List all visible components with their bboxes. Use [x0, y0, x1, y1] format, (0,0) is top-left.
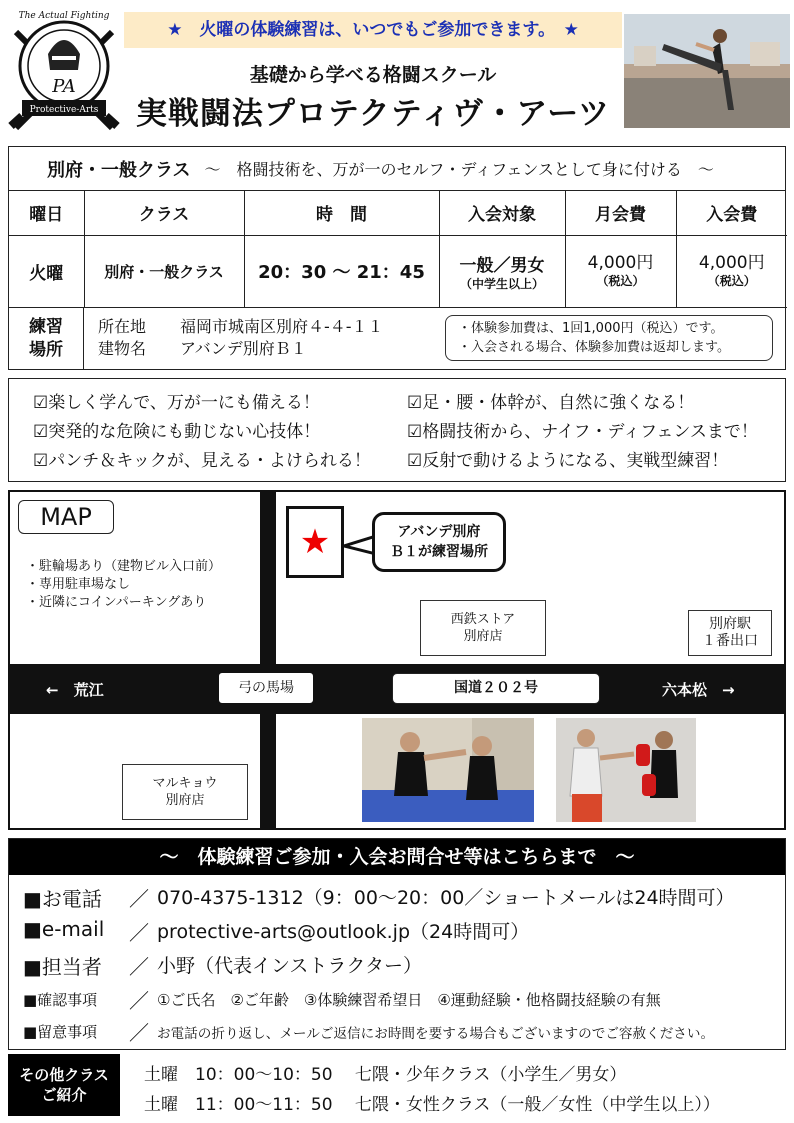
contact-key: ■お電話 — [23, 887, 102, 911]
class-tagline: ～ 格闘技術を、万が一のセルフ・ディフェンスとして身に付ける ～ — [204, 160, 714, 179]
notes-value: お電話の折り返し、メールご返信にお時間を要する場合もございますのでご容赦ください。 — [157, 1026, 715, 1042]
place-label: 練習 場所 — [9, 308, 84, 370]
feature-item: ☑パンチ＆キックが、見える・よけられる！ — [33, 451, 371, 471]
promo-banner: ★ 火曜の体験練習は、いつでもご参加できます。 ★ — [124, 12, 622, 48]
other-classes-label: その他クラス ご紹介 — [8, 1054, 120, 1116]
class-header — [9, 147, 785, 191]
page-title: 実戦闘法プロテクティヴ・アーツ — [135, 96, 611, 132]
email-value[interactable]: protective-arts@outlook.jp（24時間可） — [157, 921, 530, 943]
features-right — [407, 389, 758, 476]
time-cell: 20：30 ～ 21：45 — [244, 235, 439, 307]
road-vertical — [260, 492, 276, 830]
col-header: 入会費 — [676, 191, 787, 235]
route-label: 国道２０２号 — [392, 673, 600, 704]
day-cell: 火曜 — [9, 235, 84, 307]
stop-label: 弓の馬場 — [216, 670, 316, 706]
features-section — [8, 378, 786, 482]
address: 福岡市城南区別府４-４-１１ — [180, 316, 384, 336]
map-section — [8, 490, 786, 830]
contact-key: ■確認事項 — [23, 991, 98, 1009]
subtitle: 基礎から学べる格闘スクール — [249, 64, 497, 86]
header — [0, 0, 794, 140]
feature-item: ☑足・腰・体幹が、自然に強くなる！ — [407, 393, 695, 413]
kick-photo — [624, 14, 790, 128]
address-key: 所在地 — [98, 316, 147, 336]
other-class-line: 土曜 11：00～11：50 七隈・女性クラス（一般／女性（中学生以上）） — [144, 1095, 720, 1115]
map-label: MAP — [18, 500, 114, 534]
contact-sep: ／ — [129, 921, 149, 945]
phone-value[interactable]: 070-4375-1312（9：00～20：00／ショートメールは24時間可） — [157, 887, 735, 909]
col-header: 月会費 — [565, 191, 676, 235]
direction-right: 六本松 → — [662, 681, 735, 699]
direction-left: ← 荒江 — [46, 681, 104, 699]
schedule-table — [9, 191, 787, 308]
svg-text:Protective-Arts: Protective-Arts — [29, 105, 99, 115]
entry-fee-cell — [676, 235, 787, 307]
schedule-section — [8, 146, 786, 370]
table-row — [9, 235, 787, 307]
contact-section — [8, 838, 786, 1050]
target-cell — [439, 235, 565, 307]
feature-item: ☑反射で動けるようになる、実戦型練習！ — [407, 451, 729, 471]
contact-sep: ／ — [129, 1021, 149, 1045]
store-marukyo: マルキョウ 別府店 — [122, 764, 248, 820]
training-photo-1 — [362, 718, 534, 822]
contact-phone — [23, 883, 102, 912]
table-header-row — [9, 191, 787, 235]
location-callout: アバンデ別府 Ｂ１が練習場所 — [372, 512, 506, 572]
class-name: 別府・一般クラス — [47, 159, 191, 181]
contact-sep: ／ — [129, 989, 149, 1013]
school-logo — [8, 8, 120, 132]
person-value: 小野（代表インストラクター） — [157, 955, 423, 977]
contact-notes — [23, 1021, 97, 1042]
entry-fee: 4,000円 — [698, 253, 765, 273]
contact-sep: ／ — [129, 955, 149, 979]
training-photo-2 — [556, 718, 696, 822]
contact-key: ■担当者 — [23, 955, 102, 979]
class-cell: 別府・一般クラス — [84, 235, 244, 307]
store-nishitetsu: 西鉄ストア 別府店 — [420, 600, 546, 656]
col-header: クラス — [84, 191, 244, 235]
confirm-value: ①ご氏名 ②ご年齢 ③体験練習希望日 ④運動経験・他格闘技経験の有無 — [157, 991, 661, 1009]
contact-confirm — [23, 989, 97, 1010]
other-class-line: 土曜 10：00～10：50 七隈・少年クラス（小学生／男女） — [144, 1065, 627, 1085]
contact-sep: ／ — [129, 887, 149, 911]
svg-text:PA: PA — [52, 76, 76, 97]
feature-item: ☑突発的な危険にも動じない心技体！ — [33, 422, 321, 442]
contact-key: ■e-mail — [23, 917, 105, 941]
monthly-fee-note: （税込） — [596, 274, 645, 288]
col-header: 曜日 — [9, 191, 84, 235]
features-left — [33, 389, 371, 476]
col-header: 入会対象 — [439, 191, 565, 235]
target-note: （中学生以上） — [459, 276, 544, 291]
col-header: 時 間 — [244, 191, 439, 235]
svg-text:The Actual Fighting: The Actual Fighting — [18, 11, 110, 21]
station-exit: 別府駅 １番出口 — [688, 610, 772, 656]
building-key: 建物名 — [98, 338, 147, 358]
callout-pointer — [342, 534, 376, 558]
map-notes: ・駐輪場あり（建物ビル入口前） ・専用駐車場なし ・近隣にコインパーキングあり — [26, 559, 222, 610]
place-info — [84, 308, 398, 370]
trial-fee-notice: ・体験参加費は、1回1,000円（税込）です。 ・入会される場合、体験参加費は返却します。 — [445, 315, 773, 361]
feature-item: ☑格闘技術から、ナイフ・ディフェンスまで！ — [407, 422, 758, 442]
monthly-fee: 4,000円 — [587, 253, 654, 273]
location-star-icon: ★ — [286, 506, 344, 578]
contact-person — [23, 951, 102, 980]
entry-fee-note: （税込） — [707, 274, 756, 288]
building: アバンデ別府Ｂ１ — [180, 338, 307, 358]
feature-item: ☑楽しく学んで、万が一にも備える！ — [33, 393, 320, 413]
monthly-fee-cell — [565, 235, 676, 307]
target-value: 一般／男女 — [459, 255, 545, 276]
contact-key: ■留意事項 — [23, 1023, 98, 1041]
contact-email — [23, 917, 104, 941]
contact-header: ～ 体験練習ご参加・入会お問合せ等はこちらまで ～ — [9, 839, 785, 875]
